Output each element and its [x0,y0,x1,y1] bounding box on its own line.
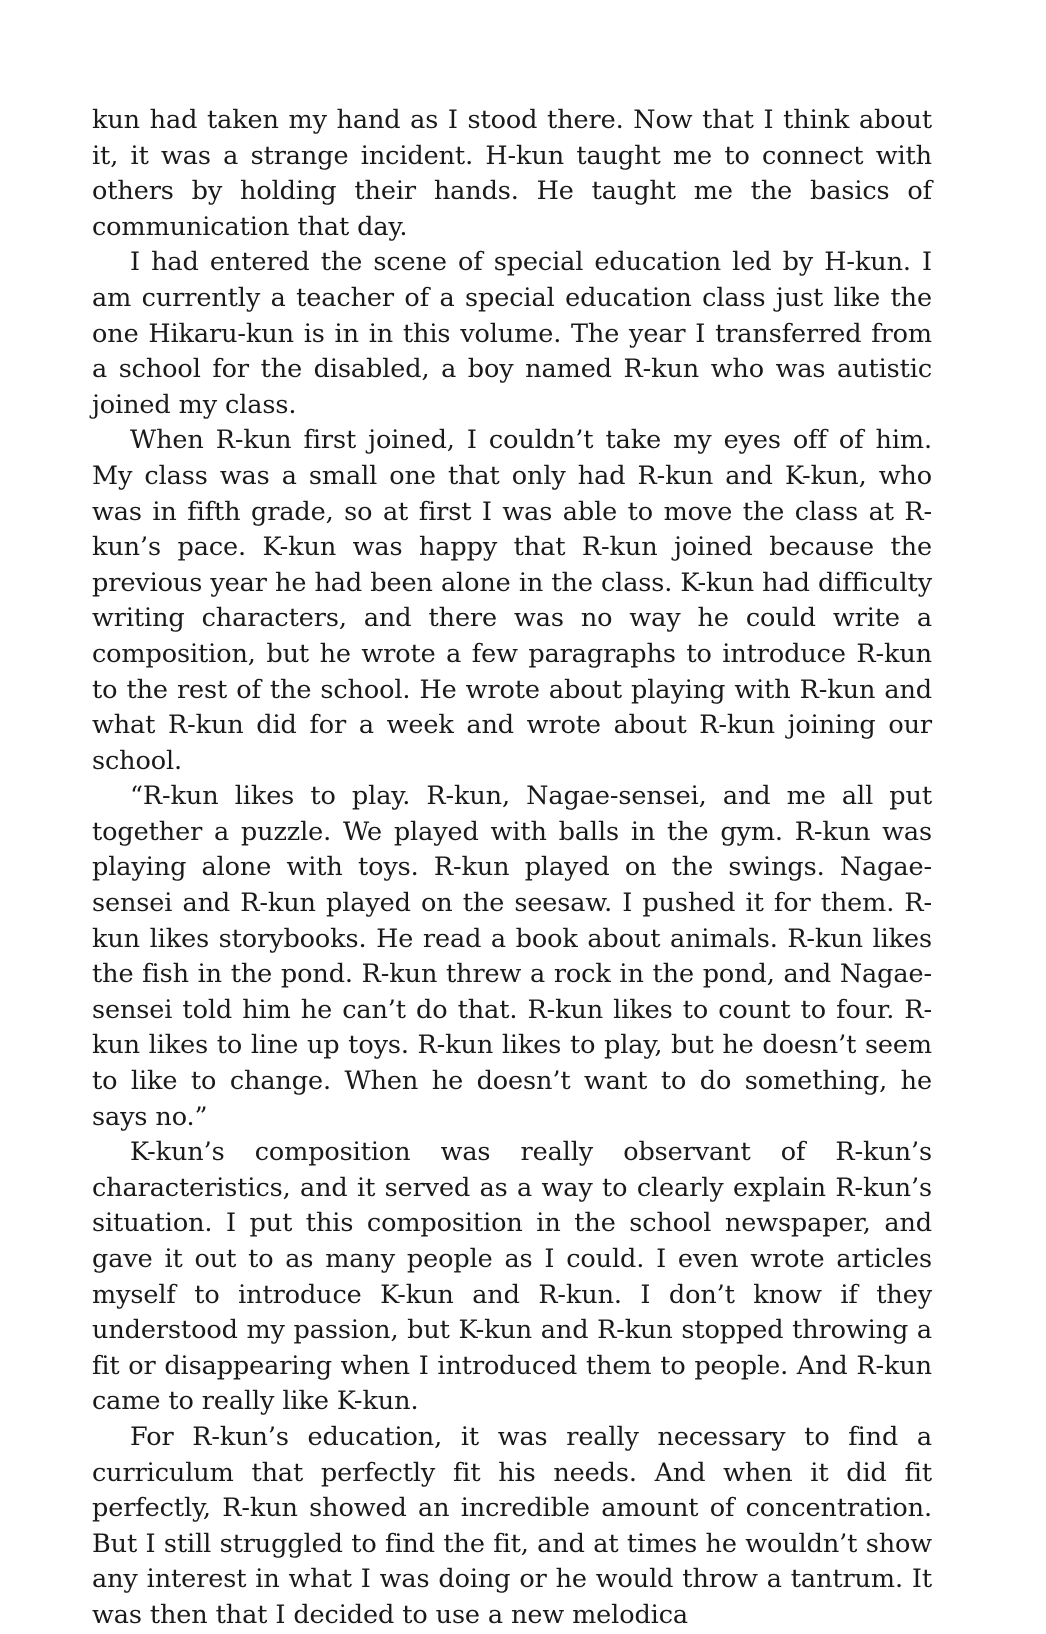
paragraph: K-kun’s composition was really observant of R-kun’s characteristics, and it served as a way to clearly explain R-kun’s situation. I put this composition in the school newspaper, and gave it out to as many people as I could. I even wrote articles myself to introduce K-kun and R-kun. I don’t know if they understood my passion, but K-kun and R-kun stopped throwing a fit or disappearing when I introduced them to people. And R-kun came to really like K-kun. [92,1137,932,1417]
paragraph: When R-kun first joined, I couldn’t take my eyes off of him. My class was a small one that only had R-kun and K-kun, who was in fifth grade, so at first I was able to move the class at R-kun’s pace. K-kun was happy that R-kun joined because the previous year he had been alone in the class. K-kun had difficulty writing characters, and there was no way he could write a composition, but he wrote a few paragraphs to introduce R-kun to the rest of the school. He wrote about playing with R-kun and what R-kun did for a week and wrote about R-kun joining our school. [92,425,932,776]
paragraph: kun had taken my hand as I stood there. Now that I think about it, it was a strange incident. H-kun taught me to connect with others by holding their hands. He taught me the basics of communication that day. [92,105,932,242]
paragraph: I had entered the scene of special education led by H-kun. I am currently a teacher of a special education class just like the one Hikaru-kun is in in this volume. The year I transferred from a school for the disabled, a boy named R-kun who was autistic joined my class. [92,247,932,420]
paragraph: For R-kun’s education, it was really necessary to find a curriculum that perfectly fit his needs. And when it did fit perfectly, R-kun showed an incredible amount of concentration. But I still struggled to find the fit, and at times he wouldn’t show any interest in what I was doing or he would throw a tantrum. It was then that I decided to use a new melodica [92,1421,932,1630]
page-text-body [92,103,932,1634]
paragraph: “R-kun likes to play. R-kun, Nagae-sensei, and me all put together a puzzle. We played with balls in the gym. R-kun was playing alone with toys. R-kun played on the swings. Nagae-sensei and R-kun played on the seesaw. I pushed it for them. R-kun likes storybooks. He read a book about animals. R-kun likes the fish in the pond. R-kun threw a rock in the pond, and Nagae-sensei told him he can’t do that. R-kun likes to count to four. R-kun likes to line up toys. R-kun likes to play, but he doesn’t seem to like to change. When he doesn’t want to do something, he says no.” [92,781,932,1132]
